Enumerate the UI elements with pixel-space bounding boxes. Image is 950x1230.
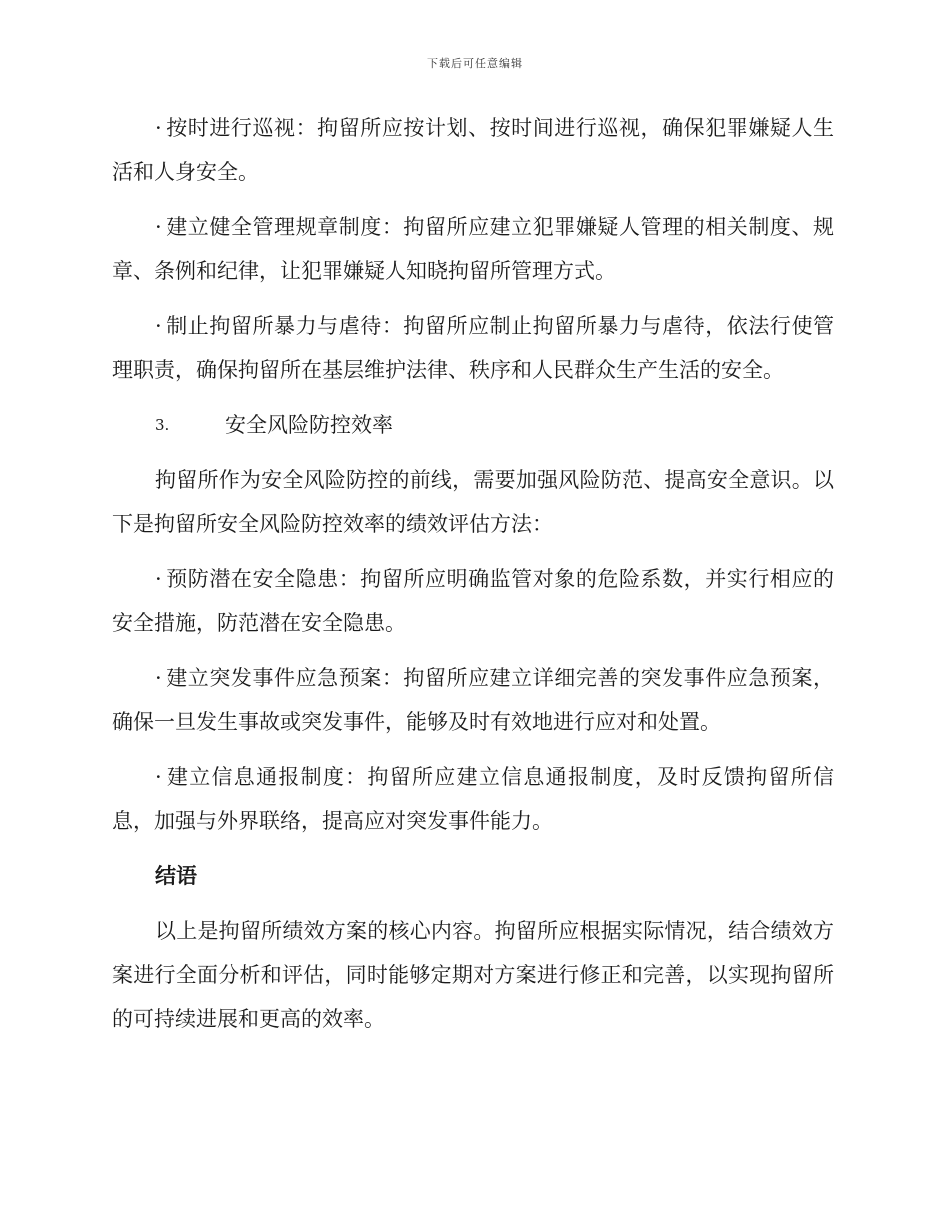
bullet-marker: · xyxy=(155,116,162,140)
paragraph-text: 制止拘留所暴力与虐待：拘留所应制止拘留所暴力与虐待，依法行使管理职责，确保拘留所在基层维护法律、秩序和人民群众生产生活的安全。 xyxy=(112,314,834,382)
bullet-marker: · xyxy=(155,567,162,591)
page-header: 下载后可任意编辑 xyxy=(427,57,523,70)
paragraph-text: 建立健全管理规章制度：拘留所应建立犯罪嫌疑人管理的相关制度、规章、条例和纪律，让犯罪嫌疑人知晓拘留所管理方式。 xyxy=(112,215,834,283)
numbered-section-heading xyxy=(112,403,834,447)
paragraph-text: 建立突发事件应急预案：拘留所应建立详细完善的突发事件应急预案，确保一旦发生事故或突发事件，能够及时有效地进行应对和处置。 xyxy=(112,666,834,734)
bullet-marker: · xyxy=(155,765,162,789)
paragraph-text: 预防潜在安全隐患：拘留所应明确监管对象的危险系数，并实行相应的安全措施，防范潜在安全隐患。 xyxy=(112,567,834,635)
paragraph-text: 拘留所作为安全风险防控的前线，需要加强风险防范、提高安全意识。以下是拘留所安全风险防控效率的绩效评估方法： xyxy=(112,468,834,536)
bullet-marker: · xyxy=(155,314,162,338)
conclusion-heading: 结语 xyxy=(155,863,197,888)
intro-paragraph xyxy=(112,458,834,546)
bullet-paragraph-emergency xyxy=(112,656,834,744)
bullet-marker: · xyxy=(155,666,162,690)
bullet-marker: · xyxy=(155,215,162,239)
bullet-paragraph-rules xyxy=(112,205,834,293)
bullet-paragraph-violence xyxy=(112,304,834,392)
bullet-paragraph-reporting xyxy=(112,755,834,843)
section-title: 安全风险防控效率 xyxy=(225,413,393,437)
paragraph-text: 按时进行巡视：拘留所应按计划、按时间进行巡视，确保犯罪嫌疑人生活和人身安全。 xyxy=(112,116,834,184)
document-body xyxy=(112,106,834,1052)
conclusion-paragraph xyxy=(112,909,834,1041)
bullet-paragraph-patrol xyxy=(112,106,834,194)
paragraph-text: 建立信息通报制度：拘留所应建立信息通报制度，及时反馈拘留所信息，加强与外界联络，提高应对突发事件能力。 xyxy=(112,765,834,833)
paragraph-text: 以上是拘留所绩效方案的核心内容。拘留所应根据实际情况，结合绩效方案进行全面分析和评估，同时能够定期对方案进行修正和完善，以实现拘留所的可持续进展和更高的效率。 xyxy=(112,919,834,1031)
section-number: 3. xyxy=(155,416,170,434)
bullet-paragraph-prevention xyxy=(112,557,834,645)
